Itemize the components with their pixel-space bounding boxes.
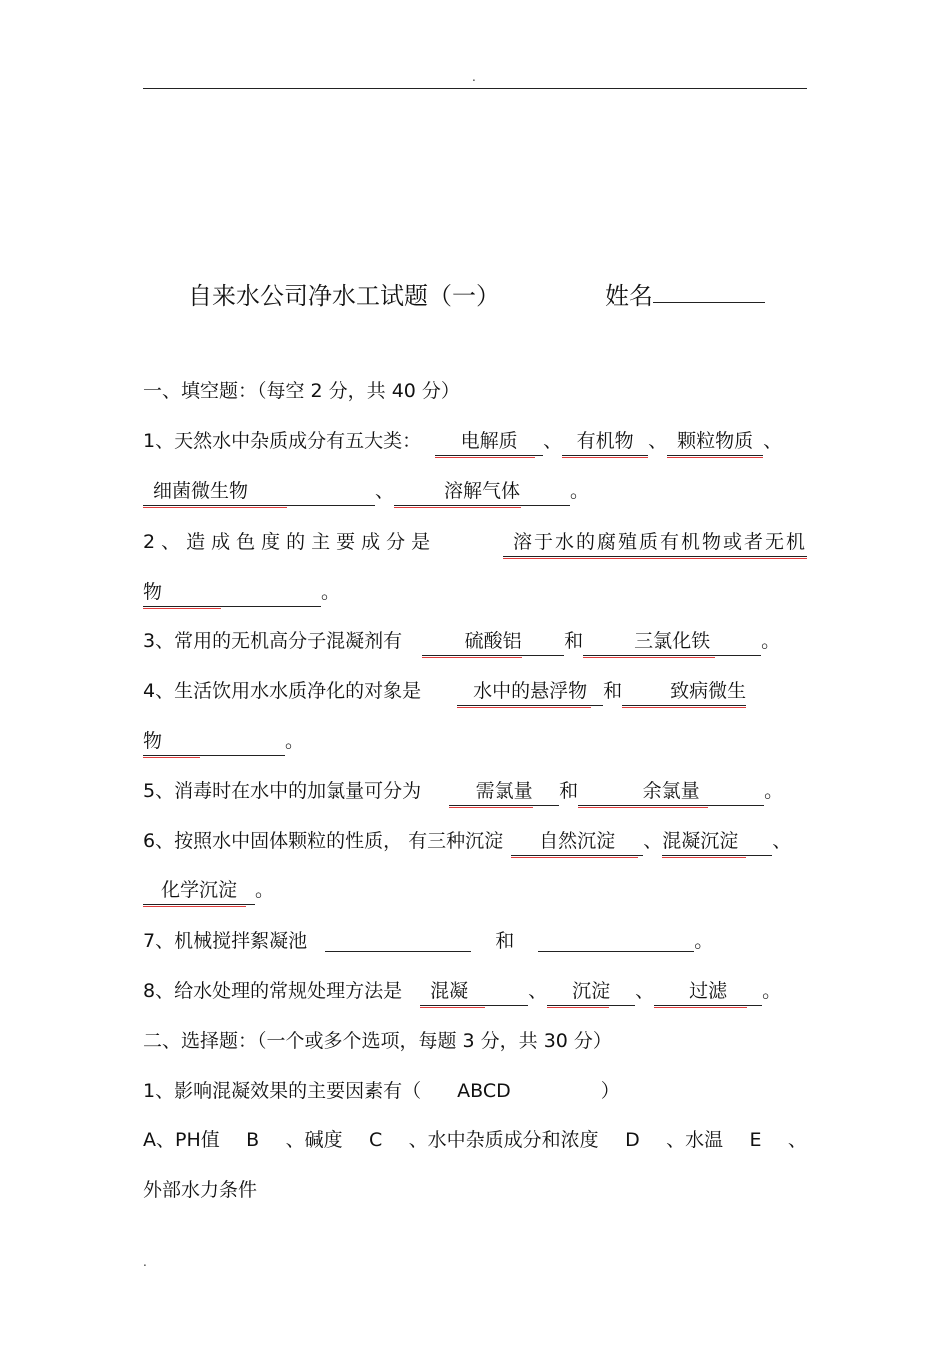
option-c-text: 、水中杂质成分和浓度 [408, 1129, 599, 1151]
q8-answer-3: 过滤 [654, 977, 762, 1006]
option-e-letter: E [749, 1129, 762, 1151]
question-7 [143, 927, 807, 955]
option-c-letter: C [368, 1129, 383, 1151]
q8-answer-2: 沉淀 [547, 977, 635, 1006]
q8-sep: 、 [528, 980, 548, 1002]
s2-q1-answer: ABCD [457, 1080, 511, 1102]
header-rule [143, 88, 807, 89]
s2-q1-options-line2: 外部水力条件 [143, 1179, 258, 1201]
name-blank[interactable] [653, 276, 765, 303]
question-1-line1 [143, 427, 807, 456]
q2-answer: 溶于水的腐殖质有机物或者无机 [503, 528, 807, 557]
q3-mid: 和 [564, 630, 584, 652]
question-4-line1 [143, 677, 807, 706]
name-label: 姓名 [605, 282, 653, 310]
q5-prefix: 5、消毒时在水中的加氯量可分为 [143, 780, 422, 802]
q8-prefix: 8、给水处理的常规处理方法是 [143, 980, 403, 1002]
s2-q1-close: ） [600, 1080, 620, 1102]
q1-answer-4: 细菌微生物 [143, 477, 375, 506]
q6-end: 。 [255, 879, 275, 901]
question-8 [143, 977, 807, 1006]
option-e-sep: 、 [787, 1129, 807, 1151]
question-4-line2 [143, 727, 807, 756]
question-2-line1 [143, 528, 807, 557]
question-5 [143, 777, 807, 806]
q6-sep: 、 [772, 830, 792, 852]
section1-heading: 一、填空题：（每空 2 分，共 40 分） [143, 380, 460, 402]
question-6-line2 [143, 876, 807, 905]
q3-answer-1: 硫酸铝 [422, 627, 564, 656]
q3-prefix: 3、常用的无机高分子混凝剂有 [143, 630, 403, 652]
q1-answer-5: 溶解气体 [394, 477, 570, 506]
q5-end: 。 [764, 780, 784, 802]
title-text: 自来水公司净水工试题（一） [188, 282, 500, 310]
option-b-text: 、碱度 [285, 1129, 343, 1151]
footer-dot: . [143, 1255, 147, 1269]
s2-q1-options-line1 [143, 1126, 807, 1154]
q1-prefix: 1、天然水中杂质成分有五大类： [143, 430, 422, 452]
q4-prefix: 4、生活饮用水水质净化的对象是 [143, 680, 422, 702]
q6-answer-1: 自然沉淀 [511, 827, 643, 856]
q5-answer-2: 余氯量 [578, 777, 764, 806]
q8-end: 。 [762, 980, 782, 1002]
q1-answer-2: 有机物 [562, 427, 648, 456]
q2-prefix: 2、造成色度的主要成分是 [143, 531, 437, 553]
q4-end: 。 [285, 730, 305, 752]
q5-mid: 和 [559, 780, 579, 802]
section2-heading: 二、选择题：（一个或多个选项，每题 3 分，共 30 分） [143, 1030, 612, 1052]
q8-sep: 、 [635, 980, 655, 1002]
page-title [0, 276, 950, 312]
s2-question-1 [143, 1077, 807, 1105]
q8-answer-1: 混凝 [420, 977, 528, 1006]
q4-answer-2-cont: 物 [143, 727, 285, 756]
option-a: A、PH值 [143, 1129, 220, 1151]
option-d-letter: D [625, 1129, 640, 1151]
q1-answer-1: 电解质 [435, 427, 543, 456]
q2-end: 。 [321, 581, 341, 603]
question-6-line1 [143, 827, 807, 856]
q4-answer-1: 水中的悬浮物 [457, 677, 603, 706]
q3-end: 。 [761, 630, 781, 652]
q2-answer-cont: 物 [143, 578, 321, 607]
q1-end: 。 [570, 480, 590, 502]
question-2-line2 [143, 578, 807, 607]
option-b-letter: B [246, 1129, 260, 1151]
q7-end: 。 [694, 930, 714, 952]
q7-mid: 和 [495, 930, 515, 952]
q6-answer-3: 化学沉淀 [143, 876, 255, 905]
q7-blank-2[interactable] [538, 927, 694, 952]
q4-mid: 和 [603, 680, 623, 702]
q4-answer-2: 致病微生 [622, 677, 746, 706]
question-3 [143, 627, 807, 656]
q6-prefix: 6、按照水中固体颗粒的性质， 有三种沉淀 [143, 830, 504, 852]
name-field [605, 276, 765, 311]
option-d-text: 、水温 [666, 1129, 724, 1151]
q7-blank-1[interactable] [325, 927, 471, 952]
q1-sep: 、 [375, 480, 395, 502]
q1-sep: 、 [543, 430, 563, 452]
header-dot: . [472, 70, 476, 84]
q1-sep: 、 [763, 430, 783, 452]
q7-prefix: 7、机械搅拌絮凝池 [143, 930, 308, 952]
question-1-line2 [143, 477, 807, 506]
q5-answer-1: 需氯量 [449, 777, 559, 806]
q1-sep: 、 [648, 430, 668, 452]
s2-q1-prefix: 1、影响混凝效果的主要因素有（ [143, 1080, 422, 1102]
q3-answer-2: 三氯化铁 [583, 627, 761, 656]
q6-sep: 、 [643, 830, 663, 852]
q6-answer-2: 混凝沉淀 [662, 827, 772, 856]
q1-answer-3: 颗粒物质 [667, 427, 763, 456]
